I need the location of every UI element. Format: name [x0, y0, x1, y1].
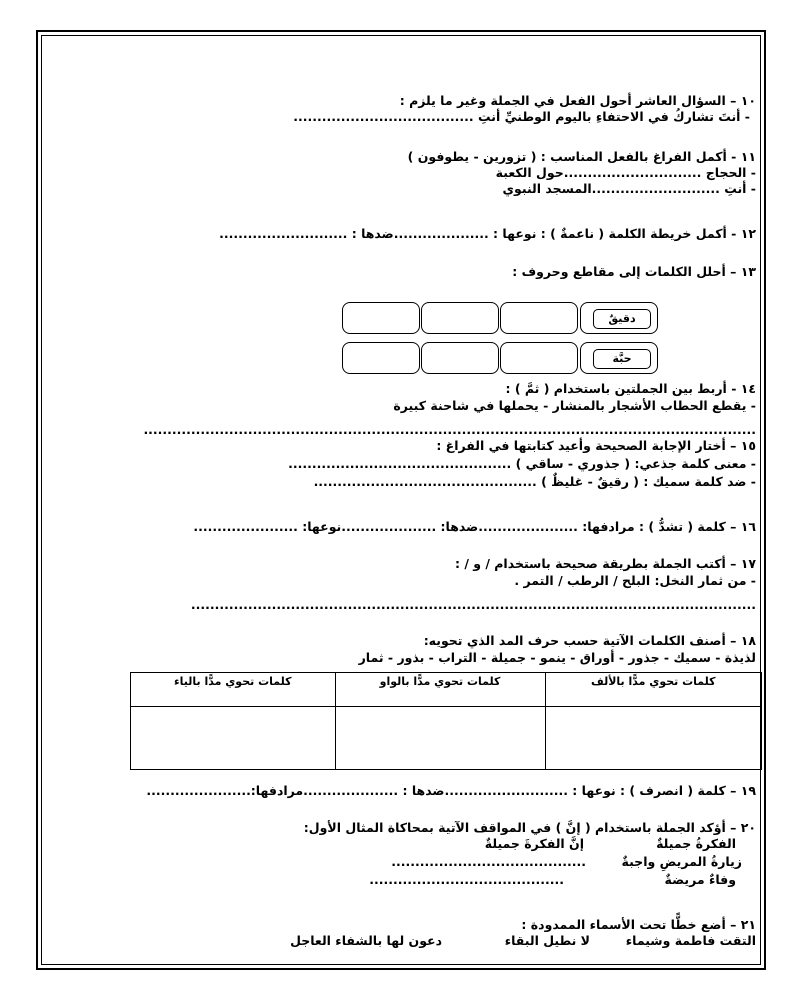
cell-yaa[interactable]	[131, 707, 336, 770]
q10-title: ١٠ – السؤال العاشر أحول الفعل في الجملة وغير ما يلزم :	[399, 93, 756, 108]
q11-line2[interactable]: - أنتِ ...........................المسجد النبوي	[502, 181, 756, 196]
q11-line1[interactable]: - الحجاج .............................حول الكعبة	[495, 165, 756, 180]
syllable-box[interactable]	[421, 302, 499, 334]
q21-sentence-2[interactable]: لا نطيل البقاء	[504, 933, 590, 948]
q15-title: ١٥ – أختار الإجابة الصحيحة وأعيد كتابتها في الفراغ :	[436, 438, 756, 453]
header-alif: كلمات تحوي مدًّا بالألف	[545, 673, 761, 707]
q11-title: ١١ - أكمل الفراغ بالفعل المناسب : ( تزورين - يطوفون )	[407, 149, 756, 164]
syllable-box[interactable]	[342, 342, 420, 374]
q17-answer-line[interactable]: .......................................................................................................................	[190, 597, 756, 612]
cell-alif[interactable]	[545, 707, 761, 770]
q14-line1: - يقطع الحطاب الأشجار بالمنشار - يحملها في شاحنة كبيرة	[393, 398, 756, 413]
syllable-box-word-1	[580, 302, 658, 334]
syllable-box[interactable]	[500, 342, 578, 374]
q21-sentence-1[interactable]: التقت فاطمة وشيماء	[625, 933, 756, 948]
q20-example-sentence: الفكرةُ جميلةٌ	[656, 836, 736, 851]
syllable-box[interactable]	[500, 302, 578, 334]
header-yaa: كلمات تحوي مدًّا بالياء	[131, 673, 336, 707]
cell-waw[interactable]	[335, 707, 545, 770]
q20-item2: وفاءٌ مريضةٌ	[664, 872, 736, 887]
q16-title[interactable]: ١٦ – كلمة ( تشدُّ ) : مرادفها: .....................ضدها: ....................نوعها: ......................	[193, 519, 756, 534]
q14-answer-line[interactable]: .................................................................................................................................	[143, 422, 756, 437]
q20-example-answer: إنَّ الفكرةَ جميلةٌ	[484, 836, 584, 851]
classification-table	[130, 672, 762, 770]
q21-sentence-3[interactable]: دعون لها بالشفاء العاجل	[290, 933, 442, 948]
word-label: حبَّة	[593, 349, 651, 369]
q20-title: ٢٠ – أؤكد الجملة باستخدام ( إنَّ ) في المواقف الآتية بمحاكاة المثال الأول:	[303, 820, 756, 835]
q10-line1[interactable]: - أنتَ تشاركُ في الاحتفاءِ باليوم الوطنيِّ أنتِ ......................................	[293, 109, 750, 124]
q14-title: ١٤ - أربط بين الجملتين باستخدام ( ثمَّ ) :	[505, 381, 756, 396]
q15-line1[interactable]: - معنى كلمة جذعي: ( جذوري - ساقي ) ...............................................	[288, 456, 756, 471]
q20-item1-blank[interactable]: .........................................	[391, 854, 586, 869]
syllable-box[interactable]	[421, 342, 499, 374]
q21-title: ٢١ – أضع خطًّا تحت الأسماء الممدودة :	[521, 917, 756, 932]
q17-title: ١٧ – أكتب الجملة بطريقة صحيحة باستخدام / و / :	[454, 556, 756, 571]
q20-item1: زيارةُ المريضِ واجبةٌ	[621, 854, 742, 869]
q19-title[interactable]: ١٩ – كلمة ( انصرف ) : نوعها : ..........................ضدها : ....................مرادفها:......................	[146, 783, 756, 798]
q15-line2[interactable]: - ضد كلمة سميك : ( رقيقٌ - غليظٌ ) ...............................................	[313, 474, 756, 489]
q20-item2-blank[interactable]: .........................................	[369, 872, 564, 887]
syllable-box[interactable]	[342, 302, 420, 334]
syllable-box-word-2	[580, 342, 658, 374]
word-label: دقيقٌ	[593, 309, 651, 329]
q12-title[interactable]: ١٢ - أكمل خريطة الكلمة ( ناعمةٌ ) : نوعها : ....................ضدها : ...........................	[219, 226, 756, 241]
q18-words: لذيذة - سميك - جذور - أوراق - ينمو - جميلة - التراب - بذور - ثمار	[358, 650, 756, 665]
header-waw: كلمات تحوي مدًّا بالواو	[335, 673, 545, 707]
q18-title: ١٨ – أصنف الكلمات الآتية حسب حرف المد الذي تحويه:	[423, 633, 756, 648]
q13-title: ١٣ – أحلل الكلمات إلى مقاطع وحروف :	[512, 264, 756, 279]
q17-line1: - من ثمار النخل: البلح / الرطب / التمر .	[514, 573, 756, 588]
